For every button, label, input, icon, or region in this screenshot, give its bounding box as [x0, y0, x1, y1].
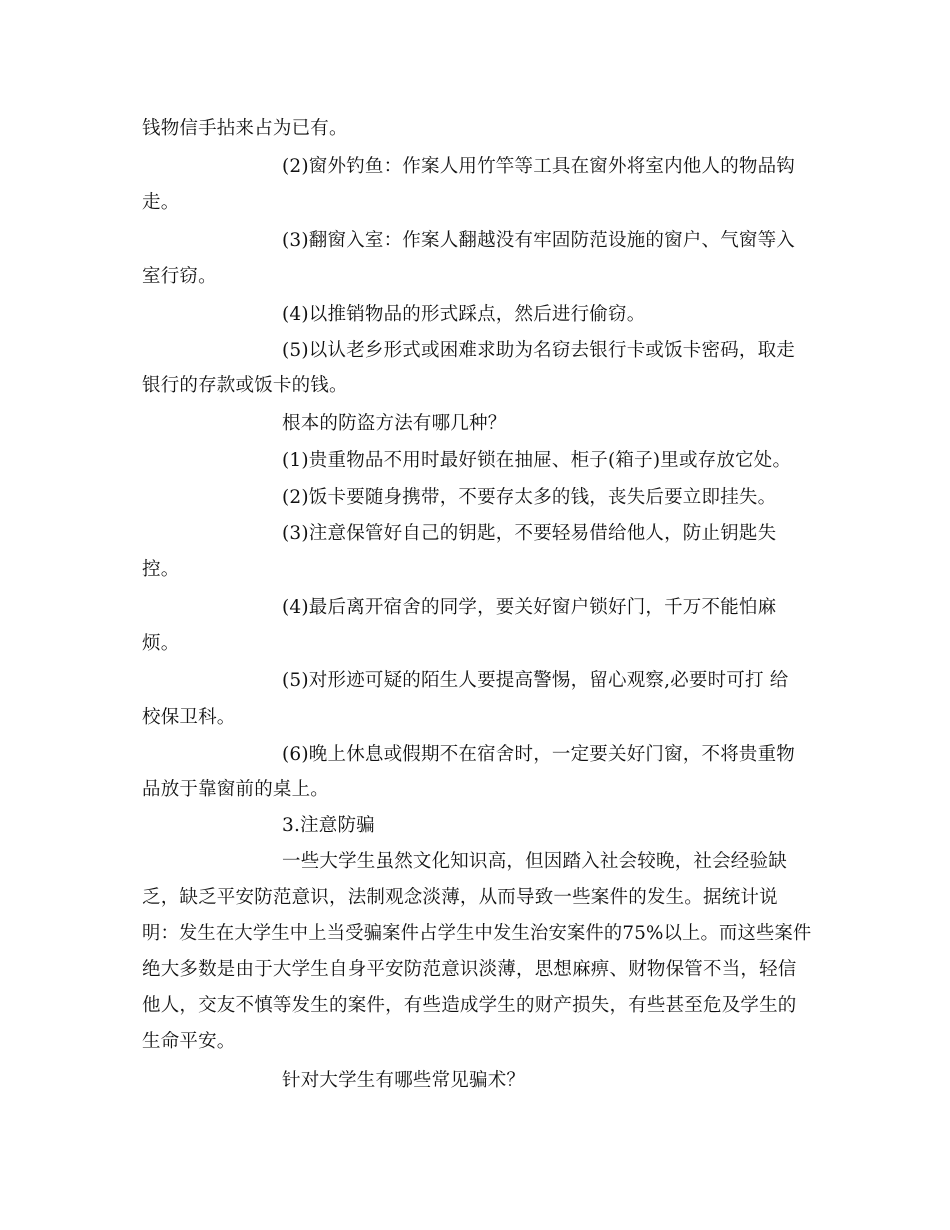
text-line: (4)以推销物品的形式踩点，然后进行偷窃。 — [282, 304, 646, 325]
text-line: 他人，交友不慎等发生的案件，有些造成学生的财产损失，有些甚至危及学生的 — [142, 995, 797, 1016]
text-line: 室行窃。 — [142, 266, 217, 287]
text-line: (3)翻窗入室：作案人翻越没有牢固防范设施的窗户、气窗等入 — [282, 230, 796, 251]
text-line: 烦。 — [142, 633, 180, 654]
text-line: 钱物信手拈来占为已有。 — [142, 118, 348, 139]
text-line: 控。 — [142, 559, 180, 580]
text-line: (4)最后离开宿舍的同学，要关好窗户锁好门，千万不能怕麻 — [282, 597, 777, 618]
text-line: 走。 — [142, 192, 180, 213]
text-line: (5)对形迹可疑的陌生人要提高警惕，留心观察,必要时可打 给 — [282, 670, 789, 691]
section-question: 针对大学生有哪些常见骗术？ — [282, 1070, 526, 1091]
text-line: (6)晚上休息或假期不在宿舍时，一定要关好门窗，不将贵重物 — [282, 744, 796, 765]
text-line: 明：发生在大学生中上当受骗案件占学生中发生治安案件的75%以上。而这些案件 — [142, 923, 812, 944]
text-line: (1)贵重物品不用时最好锁在抽屉、柜子(箱子)里或存放它处。 — [282, 450, 792, 471]
text-line: 校保卫科。 — [142, 707, 236, 728]
text-line: 品放于靠窗前的桌上。 — [142, 779, 330, 800]
text-line: (3)注意保管好自己的钥匙，不要轻易借给他人，防止钥匙失 — [282, 523, 777, 544]
section-heading: 3.注意防骗 — [282, 815, 375, 836]
text-line: 绝大多数是由于大学生自身平安防范意识淡薄，思想麻痹、财物保管不当，轻信 — [142, 959, 797, 980]
section-question: 根本的防盗方法有哪几种？ — [282, 413, 507, 434]
text-line: 银行的存款或饭卡的钱。 — [142, 375, 348, 396]
text-line: (2)窗外钓鱼：作案人用竹竿等工具在窗外将室内他人的物品钩 — [282, 156, 796, 177]
text-line: 乏，缺乏平安防范意识，法制观念淡薄，从而导致一些案件的发生。据统计说 — [142, 887, 778, 908]
text-line: (2)饭卡要随身携带，不要存太多的钱，丧失后要立即挂失。 — [282, 487, 777, 508]
text-line: 生命平安。 — [142, 1031, 236, 1052]
text-line: 一些大学生虽然文化知识高，但因踏入社会较晚，社会经验缺 — [282, 851, 787, 872]
text-line: (5)以认老乡形式或困难求助为名窃去银行卡或饭卡密码，取走 — [282, 340, 796, 361]
